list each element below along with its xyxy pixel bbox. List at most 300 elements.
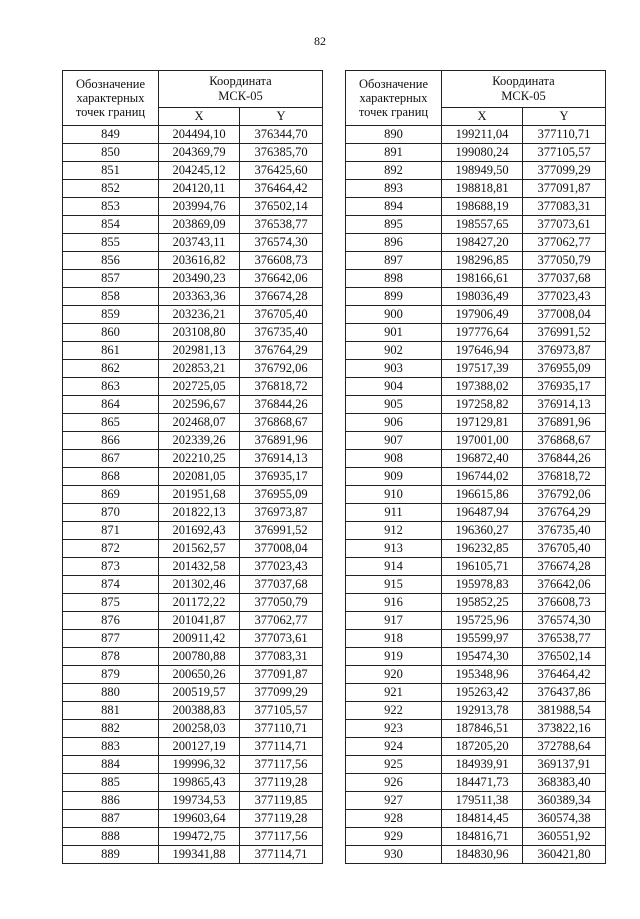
point-number-cell: 870 — [63, 504, 159, 522]
x-coordinate-cell: 200911,42 — [159, 630, 240, 648]
table-row — [346, 180, 606, 198]
page-number: 82 — [314, 34, 326, 48]
y-coordinate-cell: 376608,73 — [240, 252, 323, 270]
table-row — [346, 252, 606, 270]
point-number-cell: 928 — [346, 810, 442, 828]
x-coordinate-cell: 195599,97 — [442, 630, 523, 648]
table-row — [63, 162, 323, 180]
y-coordinate-cell: 360421,80 — [523, 846, 606, 864]
point-number-cell: 915 — [346, 576, 442, 594]
table-row — [346, 486, 606, 504]
y-coordinate-cell: 377110,71 — [240, 720, 323, 738]
point-number-cell: 885 — [63, 774, 159, 792]
table-row — [346, 720, 606, 738]
x-coordinate-cell: 197388,02 — [442, 378, 523, 396]
table-row — [346, 126, 606, 144]
y-coordinate-cell: 376935,17 — [240, 468, 323, 486]
y-coordinate-cell: 376538,77 — [240, 216, 323, 234]
table-row — [346, 702, 606, 720]
point-number-cell: 899 — [346, 288, 442, 306]
y-coordinate-cell: 377105,57 — [240, 702, 323, 720]
table-row — [63, 684, 323, 702]
header-line: точек границ — [358, 105, 429, 119]
x-coordinate-cell: 201822,13 — [159, 504, 240, 522]
table-row — [346, 216, 606, 234]
x-coordinate-cell: 199996,32 — [159, 756, 240, 774]
y-coordinate-cell: 376973,87 — [523, 342, 606, 360]
x-coordinate-cell: 200388,83 — [159, 702, 240, 720]
point-number-cell: 926 — [346, 774, 442, 792]
x-coordinate-cell: 203490,23 — [159, 270, 240, 288]
x-coordinate-cell: 197906,49 — [442, 306, 523, 324]
point-number-cell: 895 — [346, 216, 442, 234]
point-number-cell: 901 — [346, 324, 442, 342]
x-coordinate-cell: 198427,20 — [442, 234, 523, 252]
point-number-cell: 849 — [63, 126, 159, 144]
table-row — [63, 216, 323, 234]
table-row — [346, 432, 606, 450]
table-row — [346, 756, 606, 774]
y-coordinate-cell: 376425,60 — [240, 162, 323, 180]
point-number-cell: 910 — [346, 486, 442, 504]
y-coordinate-cell: 372788,64 — [523, 738, 606, 756]
point-number-cell: 874 — [63, 576, 159, 594]
table-row — [346, 306, 606, 324]
table-row — [63, 576, 323, 594]
point-number-cell: 878 — [63, 648, 159, 666]
point-number-cell: 924 — [346, 738, 442, 756]
y-coordinate-cell: 376818,72 — [523, 468, 606, 486]
x-coordinate-cell: 200780,88 — [159, 648, 240, 666]
point-number-cell: 867 — [63, 450, 159, 468]
table-row — [346, 810, 606, 828]
y-coordinate-cell: 377119,85 — [240, 792, 323, 810]
y-coordinate-cell: 377023,43 — [523, 288, 606, 306]
point-designation-header — [346, 71, 442, 126]
x-coordinate-cell: 184816,71 — [442, 828, 523, 846]
point-number-cell: 906 — [346, 414, 442, 432]
point-number-cell: 883 — [63, 738, 159, 756]
x-coordinate-cell: 199603,64 — [159, 810, 240, 828]
y-coordinate-cell: 377091,87 — [523, 180, 606, 198]
x-coordinate-cell: 195852,25 — [442, 594, 523, 612]
x-coordinate-cell: 203994,76 — [159, 198, 240, 216]
table-row — [63, 738, 323, 756]
x-coordinate-cell: 184830,96 — [442, 846, 523, 864]
y-coordinate-cell: 376991,52 — [240, 522, 323, 540]
y-coordinate-cell: 376935,17 — [523, 378, 606, 396]
table-row — [346, 774, 606, 792]
x-coordinate-cell: 195263,42 — [442, 684, 523, 702]
table-row — [63, 450, 323, 468]
table-row — [346, 540, 606, 558]
y-coordinate-cell: 377037,68 — [240, 576, 323, 594]
header-line: МСК-05 — [218, 89, 263, 103]
point-number-cell: 909 — [346, 468, 442, 486]
table-row — [346, 846, 606, 864]
x-coordinate-cell: 187846,51 — [442, 720, 523, 738]
coordinate-system-header — [442, 71, 606, 108]
x-coordinate-cell: 201692,43 — [159, 522, 240, 540]
coordinates-table-left — [62, 70, 323, 864]
y-coordinate-cell: 377062,77 — [523, 234, 606, 252]
table-row — [63, 612, 323, 630]
x-coordinate-cell: 184814,45 — [442, 810, 523, 828]
point-number-cell: 919 — [346, 648, 442, 666]
point-number-cell: 877 — [63, 630, 159, 648]
y-coordinate-cell: 376792,06 — [240, 360, 323, 378]
table-row — [63, 180, 323, 198]
table-row — [63, 774, 323, 792]
x-coordinate-cell: 198296,85 — [442, 252, 523, 270]
x-coordinate-cell: 202468,07 — [159, 414, 240, 432]
y-coordinate-cell: 376868,67 — [240, 414, 323, 432]
header-line: Обозначение — [75, 77, 146, 91]
point-number-cell: 865 — [63, 414, 159, 432]
point-number-cell: 902 — [346, 342, 442, 360]
point-number-cell: 890 — [346, 126, 442, 144]
y-coordinate-cell: 376735,40 — [523, 522, 606, 540]
table-row — [346, 522, 606, 540]
point-number-cell: 896 — [346, 234, 442, 252]
y-coordinate-cell: 377099,29 — [523, 162, 606, 180]
y-coordinate-cell: 376844,26 — [240, 396, 323, 414]
table-row — [63, 720, 323, 738]
point-number-cell: 866 — [63, 432, 159, 450]
table-row — [346, 234, 606, 252]
y-coordinate-cell: 376574,30 — [240, 234, 323, 252]
point-number-cell: 884 — [63, 756, 159, 774]
point-number-cell: 887 — [63, 810, 159, 828]
x-coordinate-cell: 195725,96 — [442, 612, 523, 630]
x-coordinate-cell: 197646,94 — [442, 342, 523, 360]
table-row — [346, 666, 606, 684]
x-coordinate-cell: 199341,88 — [159, 846, 240, 864]
x-coordinate-cell: 195474,30 — [442, 648, 523, 666]
point-number-cell: 869 — [63, 486, 159, 504]
y-coordinate-cell: 360389,34 — [523, 792, 606, 810]
x-coordinate-cell: 195348,96 — [442, 666, 523, 684]
y-coordinate-cell: 368383,40 — [523, 774, 606, 792]
table-row — [63, 396, 323, 414]
y-coordinate-cell: 377050,79 — [240, 594, 323, 612]
point-number-cell: 930 — [346, 846, 442, 864]
y-coordinate-cell: 376642,06 — [240, 270, 323, 288]
x-coordinate-cell: 184939,91 — [442, 756, 523, 774]
point-number-cell: 854 — [63, 216, 159, 234]
header-line: характерных — [76, 91, 145, 105]
table-row — [63, 234, 323, 252]
point-number-cell: 875 — [63, 594, 159, 612]
table-row — [63, 648, 323, 666]
point-number-cell: 925 — [346, 756, 442, 774]
x-coordinate-cell: 202853,21 — [159, 360, 240, 378]
point-number-cell: 850 — [63, 144, 159, 162]
x-coordinate-cell: 179511,38 — [442, 792, 523, 810]
y-coordinate-cell: 376792,06 — [523, 486, 606, 504]
x-coordinate-cell: 198166,61 — [442, 270, 523, 288]
x-coordinate-cell: 199734,53 — [159, 792, 240, 810]
x-coordinate-cell: 195978,83 — [442, 576, 523, 594]
coordinate-system-header — [159, 71, 323, 108]
table-row — [346, 738, 606, 756]
table-row — [63, 306, 323, 324]
y-coordinate-cell: 376502,14 — [523, 648, 606, 666]
x-coordinate-cell: 201302,46 — [159, 576, 240, 594]
y-coordinate-cell: 377008,04 — [240, 540, 323, 558]
y-coordinate-cell: 377083,31 — [523, 198, 606, 216]
header-line: Координата — [492, 74, 555, 88]
y-coordinate-cell: 377105,57 — [523, 144, 606, 162]
x-coordinate-cell: 197129,81 — [442, 414, 523, 432]
x-coordinate-cell: 201172,22 — [159, 594, 240, 612]
table-body — [63, 126, 323, 864]
x-coordinate-cell: 196615,86 — [442, 486, 523, 504]
y-coordinate-cell: 377008,04 — [523, 306, 606, 324]
table-row — [63, 756, 323, 774]
x-coordinate-cell: 184471,73 — [442, 774, 523, 792]
y-coordinate-cell: 376608,73 — [523, 594, 606, 612]
y-coordinate-cell: 377091,87 — [240, 666, 323, 684]
table-row — [346, 558, 606, 576]
table-row — [346, 144, 606, 162]
y-coordinate-cell: 376437,86 — [523, 684, 606, 702]
point-designation-header — [63, 71, 159, 126]
x-coordinate-cell: 204245,12 — [159, 162, 240, 180]
y-coordinate-cell: 376674,28 — [523, 558, 606, 576]
header-line: Обозначение — [358, 77, 429, 91]
point-number-cell: 861 — [63, 342, 159, 360]
table-row — [346, 270, 606, 288]
table-row — [346, 162, 606, 180]
x-coordinate-cell: 202210,25 — [159, 450, 240, 468]
y-coordinate-cell: 376642,06 — [523, 576, 606, 594]
x-coordinate-cell: 200519,57 — [159, 684, 240, 702]
point-number-cell: 882 — [63, 720, 159, 738]
y-coordinate-cell: 376955,09 — [240, 486, 323, 504]
point-number-cell: 918 — [346, 630, 442, 648]
table-row — [63, 378, 323, 396]
x-coordinate-cell: 196360,27 — [442, 522, 523, 540]
table-row — [346, 828, 606, 846]
x-coordinate-cell: 196105,71 — [442, 558, 523, 576]
x-coordinate-cell: 200127,19 — [159, 738, 240, 756]
y-coordinate-cell: 377110,71 — [523, 126, 606, 144]
y-coordinate-cell: 377117,56 — [240, 756, 323, 774]
x-coordinate-cell: 202981,13 — [159, 342, 240, 360]
point-number-cell: 905 — [346, 396, 442, 414]
table-row — [346, 594, 606, 612]
point-number-cell: 929 — [346, 828, 442, 846]
coordinates-table-right — [345, 70, 606, 864]
y-coordinate-cell: 377114,71 — [240, 846, 323, 864]
point-number-cell: 860 — [63, 324, 159, 342]
table-row — [346, 450, 606, 468]
x-coordinate-cell: 198688,19 — [442, 198, 523, 216]
point-number-cell: 907 — [346, 432, 442, 450]
x-coordinate-cell: 196232,85 — [442, 540, 523, 558]
x-coordinate-cell: 203236,21 — [159, 306, 240, 324]
point-number-cell: 922 — [346, 702, 442, 720]
point-number-cell: 851 — [63, 162, 159, 180]
x-coordinate-cell: 196872,40 — [442, 450, 523, 468]
y-coordinate-cell: 376538,77 — [523, 630, 606, 648]
point-number-cell: 911 — [346, 504, 442, 522]
x-coordinate-cell: 198818,81 — [442, 180, 523, 198]
y-coordinate-cell: 376973,87 — [240, 504, 323, 522]
header-line: МСК-05 — [501, 89, 546, 103]
x-coordinate-cell: 203363,36 — [159, 288, 240, 306]
point-number-cell: 900 — [346, 306, 442, 324]
table-row — [346, 288, 606, 306]
y-coordinate-cell: 377119,28 — [240, 774, 323, 792]
point-number-cell: 912 — [346, 522, 442, 540]
table-row — [346, 378, 606, 396]
x-column-header: X — [442, 108, 523, 126]
point-number-cell: 873 — [63, 558, 159, 576]
y-coordinate-cell: 376891,96 — [523, 414, 606, 432]
y-coordinate-cell: 376502,14 — [240, 198, 323, 216]
y-coordinate-cell: 376735,40 — [240, 324, 323, 342]
y-coordinate-cell: 376385,70 — [240, 144, 323, 162]
table-row — [346, 342, 606, 360]
x-coordinate-cell: 204120,11 — [159, 180, 240, 198]
table-row — [346, 576, 606, 594]
x-coordinate-cell: 203616,82 — [159, 252, 240, 270]
x-coordinate-cell: 203869,09 — [159, 216, 240, 234]
table-row — [63, 522, 323, 540]
point-number-cell: 913 — [346, 540, 442, 558]
y-coordinate-cell: 360574,38 — [523, 810, 606, 828]
table-row — [63, 432, 323, 450]
x-coordinate-cell: 202081,05 — [159, 468, 240, 486]
y-column-header: Y — [523, 108, 606, 126]
x-coordinate-cell: 201432,58 — [159, 558, 240, 576]
x-coordinate-cell: 203743,11 — [159, 234, 240, 252]
table-row — [63, 594, 323, 612]
x-coordinate-cell: 197001,00 — [442, 432, 523, 450]
x-coordinate-cell: 201951,68 — [159, 486, 240, 504]
point-number-cell: 903 — [346, 360, 442, 378]
y-coordinate-cell: 376705,40 — [523, 540, 606, 558]
y-coordinate-cell: 377023,43 — [240, 558, 323, 576]
table-row — [63, 198, 323, 216]
y-coordinate-cell: 377062,77 — [240, 612, 323, 630]
table-row — [346, 396, 606, 414]
y-coordinate-cell: 376574,30 — [523, 612, 606, 630]
x-coordinate-cell: 198036,49 — [442, 288, 523, 306]
y-coordinate-cell: 377050,79 — [523, 252, 606, 270]
y-coordinate-cell: 376868,67 — [523, 432, 606, 450]
x-coordinate-cell: 192913,78 — [442, 702, 523, 720]
point-number-cell: 880 — [63, 684, 159, 702]
point-number-cell: 898 — [346, 270, 442, 288]
point-number-cell: 859 — [63, 306, 159, 324]
y-coordinate-cell: 376991,52 — [523, 324, 606, 342]
y-coordinate-cell: 376764,29 — [523, 504, 606, 522]
point-number-cell: 923 — [346, 720, 442, 738]
table-row — [346, 324, 606, 342]
point-number-cell: 914 — [346, 558, 442, 576]
y-coordinate-cell: 377073,61 — [240, 630, 323, 648]
point-number-cell: 863 — [63, 378, 159, 396]
point-number-cell: 892 — [346, 162, 442, 180]
y-coordinate-cell: 376955,09 — [523, 360, 606, 378]
table-row — [346, 612, 606, 630]
table-row — [63, 558, 323, 576]
point-number-cell: 871 — [63, 522, 159, 540]
point-number-cell: 917 — [346, 612, 442, 630]
y-coordinate-cell: 377114,71 — [240, 738, 323, 756]
y-coordinate-cell: 377117,56 — [240, 828, 323, 846]
point-number-cell: 879 — [63, 666, 159, 684]
x-coordinate-cell: 197517,39 — [442, 360, 523, 378]
point-number-cell: 916 — [346, 594, 442, 612]
x-coordinate-cell: 198949,50 — [442, 162, 523, 180]
x-coordinate-cell: 199211,04 — [442, 126, 523, 144]
table-row — [63, 270, 323, 288]
y-coordinate-cell: 376464,42 — [523, 666, 606, 684]
table-row — [346, 468, 606, 486]
point-number-cell: 853 — [63, 198, 159, 216]
table-row — [63, 144, 323, 162]
point-number-cell: 855 — [63, 234, 159, 252]
x-coordinate-cell: 200650,26 — [159, 666, 240, 684]
x-coordinate-cell: 202725,05 — [159, 378, 240, 396]
point-number-cell: 908 — [346, 450, 442, 468]
y-coordinate-cell: 376464,42 — [240, 180, 323, 198]
x-coordinate-cell: 202596,67 — [159, 396, 240, 414]
table-row — [346, 198, 606, 216]
x-column-header: X — [159, 108, 240, 126]
y-coordinate-cell: 377099,29 — [240, 684, 323, 702]
table-row — [346, 630, 606, 648]
table-row — [63, 324, 323, 342]
table-row — [63, 486, 323, 504]
header-line: точек границ — [75, 105, 146, 119]
table-row — [346, 504, 606, 522]
header-line: характерных — [359, 91, 428, 105]
point-number-cell: 920 — [346, 666, 442, 684]
table-row — [63, 540, 323, 558]
point-number-cell: 872 — [63, 540, 159, 558]
table-row — [63, 126, 323, 144]
y-coordinate-cell: 377083,31 — [240, 648, 323, 666]
header-line: Координата — [209, 74, 272, 88]
point-number-cell: 904 — [346, 378, 442, 396]
y-coordinate-cell: 377073,61 — [523, 216, 606, 234]
x-coordinate-cell: 201041,87 — [159, 612, 240, 630]
x-coordinate-cell: 187205,20 — [442, 738, 523, 756]
table-row — [63, 252, 323, 270]
y-coordinate-cell: 376705,40 — [240, 306, 323, 324]
x-coordinate-cell: 204369,79 — [159, 144, 240, 162]
table-row — [63, 846, 323, 864]
y-coordinate-cell: 376764,29 — [240, 342, 323, 360]
point-number-cell: 891 — [346, 144, 442, 162]
table-row — [63, 288, 323, 306]
x-coordinate-cell: 202339,26 — [159, 432, 240, 450]
table-row — [63, 504, 323, 522]
x-coordinate-cell: 196487,94 — [442, 504, 523, 522]
x-coordinate-cell: 200258,03 — [159, 720, 240, 738]
x-coordinate-cell: 204494,10 — [159, 126, 240, 144]
table-row — [63, 468, 323, 486]
x-coordinate-cell: 197258,82 — [442, 396, 523, 414]
point-number-cell: 876 — [63, 612, 159, 630]
table-row — [346, 684, 606, 702]
x-coordinate-cell: 199472,75 — [159, 828, 240, 846]
